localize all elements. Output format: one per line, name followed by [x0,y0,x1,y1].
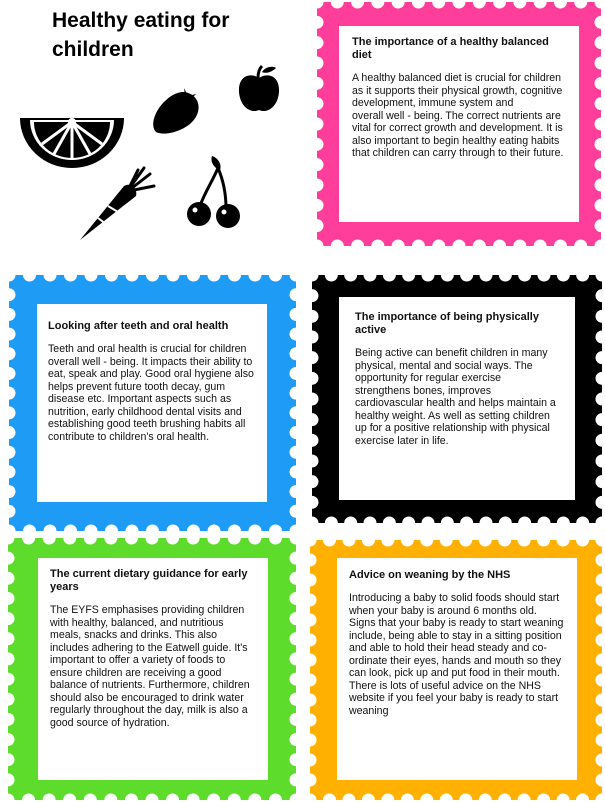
cherries-icon [184,152,246,228]
card-body: Being active can benefit children in many physical, mental and social ways. The opportunity for regular exercise strengthens bones, improves cardiovascular health and helps maintain a healthy weight. As well as setting children up for a positive relationship with physical exercise later in life. [355,347,556,447]
card-heading: The importance of being physically active [355,311,539,336]
card-body: The EYFS emphasises providing children with healthy, balanced, and nutritious meals, snacks and drinks. This also includes adhering to the Eatwell guide. It's important to offer a variety of foods to ensure children are receiving a good balance of nutrients. Furthermore, children should also be encouraged to drink water regularly throughout the day, milk is also a good source of hydration. [50,604,250,729]
title-line-1: Healthy eating for [52,9,230,32]
card-body: Introducing a baby to solid foods should start when your baby is around 6 months old. Signs that your baby is ready to start weaning include, being able to stay in a sitting position and able to hold their head steady and co-ordinate their eyes, hands and mouth so they can look, pick up and put food in their mouth. There is lots of useful advice on the NHS website if you feel your baby is ready to start weaning [349,592,564,717]
card-body: Teeth and oral health is crucial for children overall well - being. It impacts their ability to eat, speak and play. Good oral hygiene also helps prevent future tooth decay, gum disease etc. Important aspects such as nutrition, early childhood dental visits and establishing good teeth brushing habits all contribute to children's oral health. [48,343,254,443]
orange-slice-icon [18,112,126,168]
stamp-card-dietary-guidance [8,538,296,800]
card-heading: The importance of a healthy balanced diet [352,36,549,61]
stamp-card-healthy-diet [317,2,601,246]
card-heading: Looking after teeth and oral health [48,320,229,332]
stamp-card-teeth-oral-health [9,275,296,531]
carrot-icon [78,164,158,242]
card-heading: The current dietary guidance for early years [50,568,248,593]
title-line-2: children [52,38,134,61]
stamp-card-physically-active [312,275,602,523]
page-title [52,6,292,64]
apple-icon [236,64,282,114]
card-body: A healthy balanced diet is crucial for children as it supports their physical growth, cognitive development, immune system and overall well - being. The correct nutrients are vital for correct growth and development. It is also important to begin healthy eating habits that children can carry through to their future. [352,72,564,159]
strawberry-icon [150,86,202,136]
card-heading: Advice on weaning by the NHS [349,569,511,581]
stamp-card-weaning-advice [310,540,602,800]
